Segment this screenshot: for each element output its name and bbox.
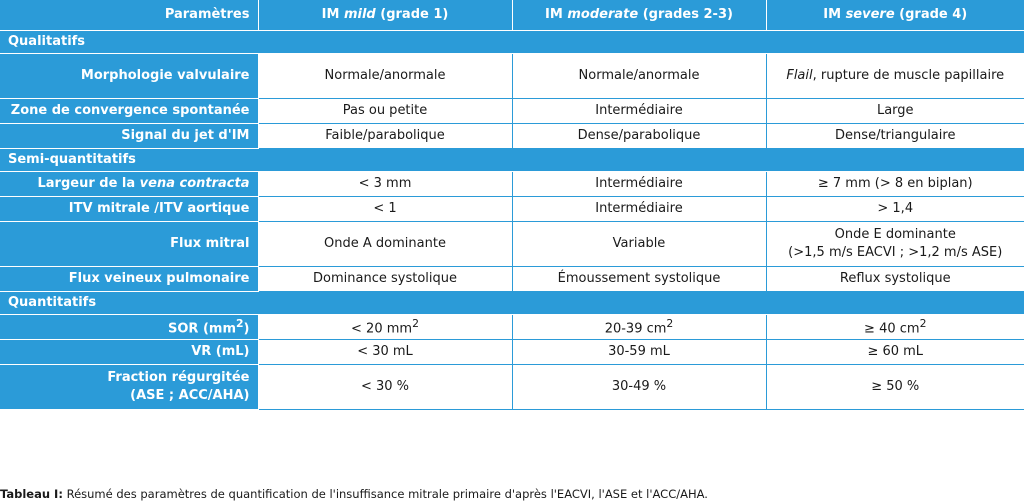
cell-moderate: Normale/anormale [512,54,766,99]
cell-mild: < 20 $mm^2$ [258,315,512,340]
cell-severe: Reflux systolique [766,267,1024,292]
cell-severe: Dense/triangulaire [766,124,1024,149]
row-label: Signal du jet d'IM [0,124,258,149]
row-label: Largeur de la vena contracta [0,172,258,197]
section-title: Quantitatifs [0,292,1024,315]
table-header-row [0,0,1024,31]
cell-mild: Onde A dominante [258,222,512,267]
cell-mild: Pas ou petite [258,99,512,124]
section-title: Qualitatifs [0,31,1024,54]
cell-severe: Large [766,99,1024,124]
cell-severe: > 1,4 [766,197,1024,222]
cell-moderate: Émoussement systolique [512,267,766,292]
cell-moderate: Intermédiaire [512,197,766,222]
table-row [0,267,1024,292]
cell-severe: ≥ 60 mL [766,340,1024,365]
cell-severe: Onde E dominante (>1,5 m/s EACVI ; >1,2 m/s ASE) [766,222,1024,267]
cell-moderate: 20-39 $cm^2$ [512,315,766,340]
table-caption [0,487,708,501]
table-row [0,365,1024,410]
cell-mild: < 3 mm [258,172,512,197]
section-title: Semi-quantitatifs [0,149,1024,172]
table-row [0,340,1024,365]
table-row [0,222,1024,267]
header-moderate: IM moderate (grades 2-3) [512,0,766,31]
cell-moderate: Dense/parabolique [512,124,766,149]
cell-severe: ≥ 7 mm (> 8 en biplan) [766,172,1024,197]
row-label: Morphologie valvulaire [0,54,258,99]
row-label: Flux mitral [0,222,258,267]
table-row [0,54,1024,99]
row-label: Flux veineux pulmonaire [0,267,258,292]
row-label: VR (mL) [0,340,258,365]
header-severe: IM severe (grade 4) [766,0,1024,31]
cell-moderate: 30-49 % [512,365,766,410]
table-row [0,197,1024,222]
caption-label: Tableau I: [0,487,63,501]
cell-mild: Faible/parabolique [258,124,512,149]
section-qualitatifs [0,31,1024,54]
cell-severe: ≥ 40 $cm^2$ [766,315,1024,340]
cell-moderate: Intermédiaire [512,99,766,124]
caption-text: Résumé des paramètres de quantification de l'insuffisance mitrale primaire d'après l'EACVI, l'ASE et l'ACC/AHA. [62,487,708,501]
section-quantitatifs [0,292,1024,315]
table-row [0,124,1024,149]
section-semi-quantitatifs [0,149,1024,172]
table-row [0,315,1024,340]
row-label: ITV mitrale /ITV aortique [0,197,258,222]
cell-moderate: Variable [512,222,766,267]
row-label: Fraction régurgitée (ASE ; ACC/AHA) [0,365,258,410]
cell-mild: Dominance systolique [258,267,512,292]
table-row [0,99,1024,124]
row-label: SOR $(mm^2)$ [0,315,258,340]
cell-mild: < 30 mL [258,340,512,365]
cell-mild: Normale/anormale [258,54,512,99]
cell-severe: ≥ 50 % [766,365,1024,410]
row-label: Zone de convergence spontanée [0,99,258,124]
table-row [0,172,1024,197]
cell-mild: < 30 % [258,365,512,410]
cell-severe: Flail, rupture de muscle papillaire [766,54,1024,99]
cell-moderate: 30-59 mL [512,340,766,365]
cell-mild: < 1 [258,197,512,222]
cell-moderate: Intermédiaire [512,172,766,197]
header-parametres: Paramètres [0,0,258,31]
header-mild: IM mild (grade 1) [258,0,512,31]
